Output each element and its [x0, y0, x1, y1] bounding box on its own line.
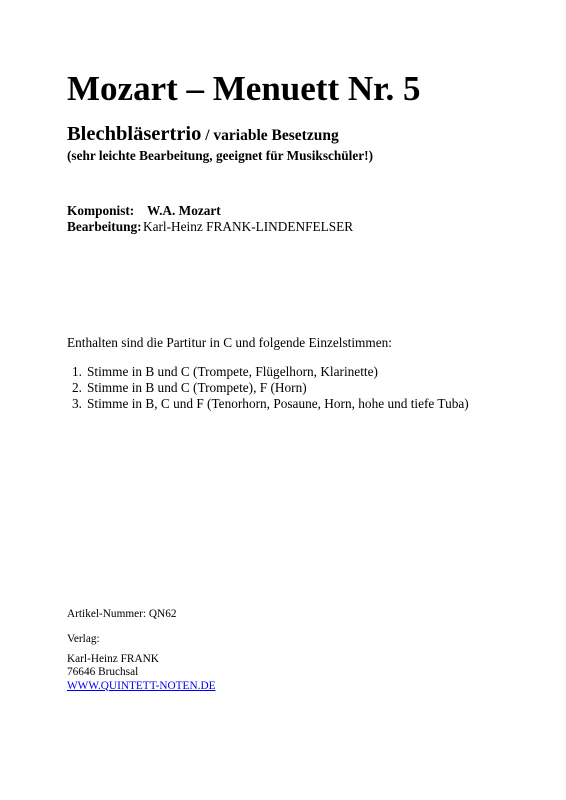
composer-row [67, 203, 353, 219]
part-text: Stimme in B, C und F (Tenorhorn, Posaune, Horn, hohe und tiefe Tuba) [87, 396, 469, 411]
publisher-label: Verlag: [67, 633, 100, 645]
publisher-city: 76646 Bruchsal [67, 666, 139, 678]
arranger-label: Bearbeitung: [67, 219, 142, 234]
publisher-website-link[interactable]: WWW.QUINTETT-NOTEN.DE [67, 679, 216, 692]
subtitle [67, 122, 339, 148]
subtitle-note: (sehr leichte Bearbeitung, geeignet für Musikschüler!) [67, 148, 374, 163]
composer-label: Komponist: [67, 203, 135, 218]
arranger-value: Karl-Heinz FRANK-LINDENFELSER [143, 219, 354, 234]
parts-list [72, 364, 469, 412]
subtitle-extra: / variable Besetzung [201, 127, 339, 144]
subtitle-main: Blechbläsertrio [67, 123, 202, 145]
arranger-row [67, 219, 353, 235]
part-text: Stimme in B und C (Trompete, Flügelhorn, Klarinette) [87, 364, 378, 379]
part-number: 3. [72, 396, 82, 411]
part-number: 1. [72, 364, 82, 379]
list-item [72, 364, 469, 380]
list-item [72, 380, 469, 396]
composer-value: W.A. Mozart [147, 203, 221, 218]
contents-intro: Enthalten sind die Partitur in C und folgende Einzelstimmen: [67, 335, 392, 350]
publisher-name: Karl-Heinz FRANK [67, 652, 159, 665]
list-item [72, 396, 469, 412]
part-text: Stimme in B und C (Trompete), F (Horn) [87, 380, 307, 395]
credits-block [67, 203, 353, 235]
part-number: 2. [72, 380, 82, 395]
page-title: Mozart – Menuett Nr. 5 [67, 69, 421, 108]
publisher-block [67, 633, 216, 693]
article-number: Artikel-Nummer: QN62 [67, 608, 177, 620]
